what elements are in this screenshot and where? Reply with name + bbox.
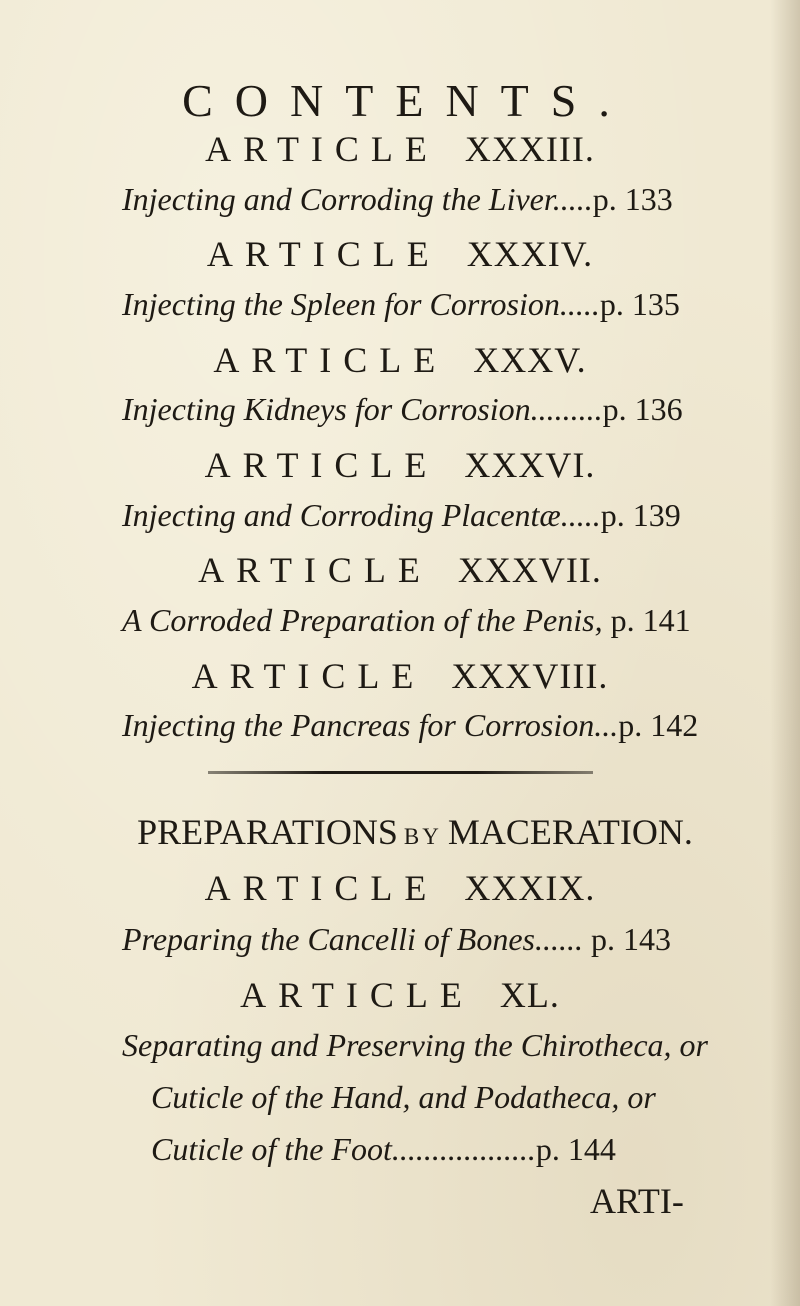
article-heading-xl: [0, 974, 800, 1016]
toc-entry-cancelli: [122, 921, 671, 958]
toc-entry-kidneys: [122, 391, 683, 428]
leader-dots: .........: [530, 391, 603, 427]
entry-title: Injecting Kidneys for Corrosion: [122, 391, 531, 427]
article-word: ARTICLE: [198, 550, 432, 590]
article-heading-xxxiv: [0, 233, 800, 275]
entry-title: Injecting the Pancreas for Corrosion: [122, 707, 595, 743]
page-number: p. 139: [600, 497, 681, 533]
page-title: CONTENTS.: [182, 75, 632, 126]
section-heading-part: MACERATION.: [447, 812, 693, 852]
page-number: p. 141: [610, 602, 691, 638]
leader-dots: .....: [560, 497, 601, 533]
entry-title: A Corroded Preparation of the Penis,: [122, 602, 603, 638]
article-word: ARTICLE: [204, 445, 439, 485]
toc-entry-penis: [122, 602, 691, 639]
catchword: ARTI-: [590, 1181, 684, 1221]
section-divider-rule: [208, 771, 593, 774]
leader-dots: ......: [534, 921, 583, 957]
page-number: p. 142: [618, 707, 699, 743]
article-heading-xxxix: [0, 867, 800, 909]
toc-entry-spleen: [122, 286, 680, 323]
article-number: XXXV.: [473, 340, 587, 380]
article-word: ARTICLE: [191, 656, 426, 696]
toc-entry-chirotheca-line2: [151, 1079, 656, 1116]
section-heading-part: BY: [403, 824, 442, 849]
page-number: p. 135: [599, 286, 680, 322]
leader-dots: .....: [552, 181, 593, 217]
article-word: ARTICLE: [205, 129, 439, 169]
article-heading-xxxvii: [0, 549, 800, 591]
entry-title: Injecting and Corroding Placentæ: [122, 497, 561, 533]
toc-entry-placentae: [122, 497, 681, 534]
page-number: p. 144: [535, 1131, 616, 1167]
article-number: XXXIII.: [464, 129, 595, 169]
article-number: XXXVIII.: [451, 656, 609, 696]
page-edge-shadow: [770, 0, 800, 1306]
entry-title: Separating and Preserving the Chirotheca, or: [122, 1027, 708, 1063]
article-word: ARTICLE: [213, 340, 448, 380]
article-heading-xxxv: [0, 339, 800, 381]
article-word: ARTICLE: [204, 868, 439, 908]
page-number: p. 136: [602, 391, 683, 427]
leader-dots: ...: [594, 707, 619, 743]
page-number: p. 133: [592, 181, 673, 217]
entry-title: Injecting and Corroding the Liver: [122, 181, 553, 217]
article-word: ARTICLE: [240, 975, 474, 1015]
page-number: p. 143: [590, 921, 671, 957]
toc-entry-liver: [122, 181, 673, 218]
leader-dots: .....: [559, 286, 600, 322]
entry-title: Injecting the Spleen for Corrosion: [122, 286, 560, 322]
entry-title: Cuticle of the Foot: [151, 1131, 392, 1167]
article-number: XXXIV.: [466, 234, 594, 274]
article-word: ARTICLE: [206, 234, 441, 274]
toc-entry-pancreas: [122, 707, 698, 744]
article-heading-xxxviii: [0, 655, 800, 697]
toc-entry-chirotheca-line1: [122, 1027, 708, 1064]
article-number: XXXVI.: [464, 445, 596, 485]
section-heading-part: PREPARATIONS: [137, 812, 398, 852]
leader-dots: ..................: [391, 1131, 536, 1167]
article-number: XXXVII.: [457, 550, 602, 590]
article-heading-xxxiii: [0, 128, 800, 170]
section-heading-maceration: [0, 811, 800, 853]
toc-entry-chirotheca-line3: [151, 1131, 616, 1168]
article-number: XL.: [499, 975, 560, 1015]
entry-title: Cuticle of the Hand, and Podatheca, or: [151, 1079, 656, 1115]
article-heading-xxxvi: [0, 444, 800, 486]
article-number: XXXIX.: [464, 868, 596, 908]
entry-title: Preparing the Cancelli of Bones: [122, 921, 535, 957]
